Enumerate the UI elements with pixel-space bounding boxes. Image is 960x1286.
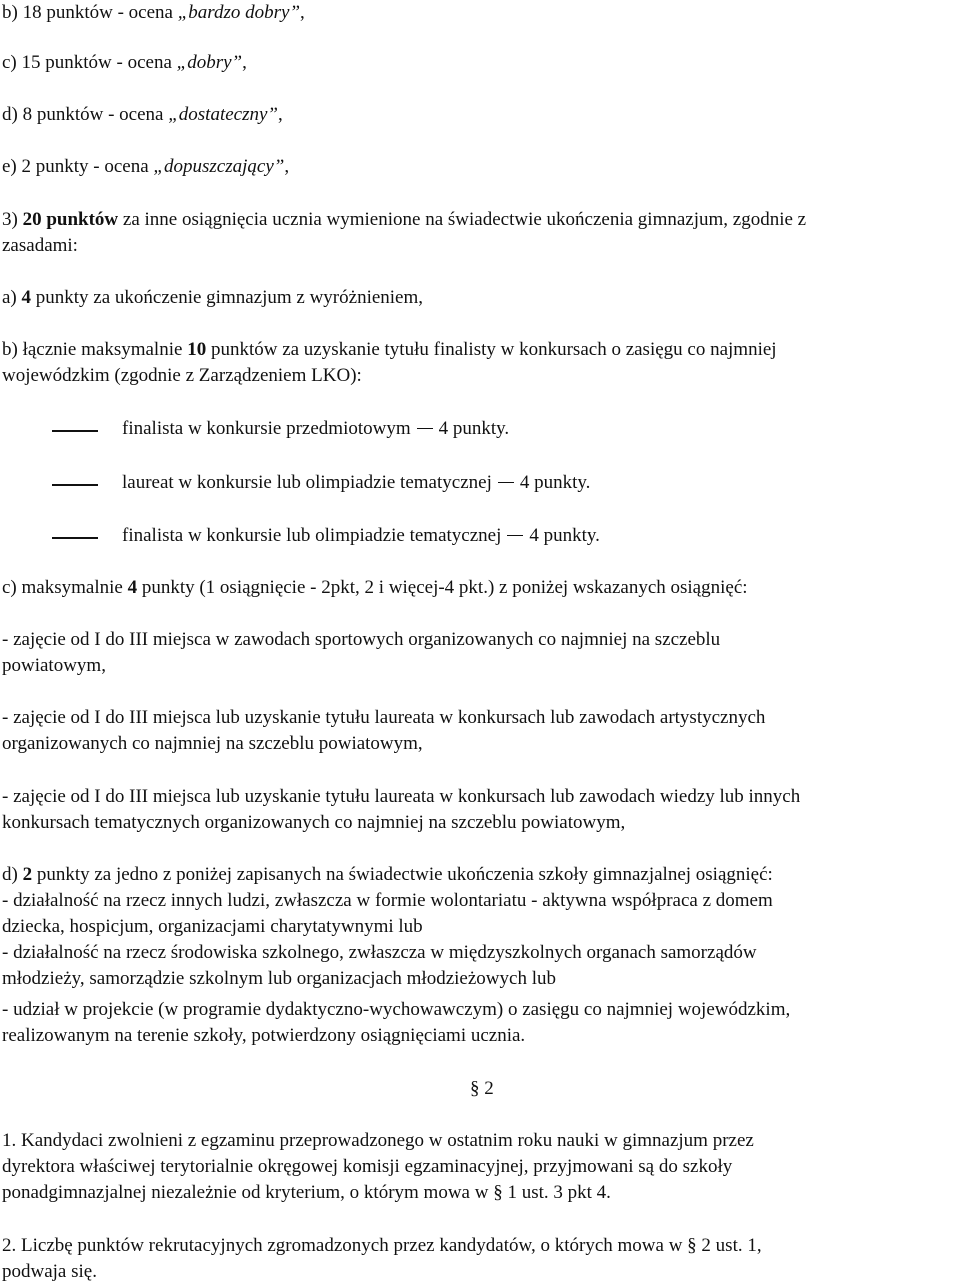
point-3-line-2: zasadami: [2, 235, 78, 256]
bullet-dash [52, 484, 98, 486]
bullet-item-3-points: 4 punkty. [529, 525, 600, 546]
bullet-dash [52, 537, 98, 539]
grade-line-e [2, 154, 289, 180]
section-2-para-2-line-2: podwaja się. [2, 1261, 97, 1282]
bullet-item-3 [122, 523, 600, 549]
point-3c-text: punkty (1 osiągnięcie - 2pkt, 2 i więcej-4 pkt.) z poniżej wskazanych osiągnięć: [137, 577, 748, 598]
bullet-item-2 [122, 470, 590, 496]
grade-line-b [2, 0, 305, 26]
grade-line-c-grade: „dobry” [176, 52, 243, 73]
grade-line-d [2, 102, 283, 128]
point-3b-prefix: b) łącznie maksymalnie [2, 339, 188, 360]
grade-line-e-text: e) 2 punkty - ocena [2, 156, 154, 177]
activity-2-line-1: - działalność na rzecz środowiska szkolnego, zwłaszcza w międzyszkolnych organach samorządów [2, 942, 757, 963]
point-3c-prefix: c) maksymalnie [2, 577, 128, 598]
grade-line-e-grade: „dopuszczający” [153, 156, 285, 177]
point-3a [2, 285, 423, 311]
point-3b-line-1 [2, 337, 777, 363]
bullet-dash [52, 430, 98, 432]
point-3-text: za inne osiągnięcia ucznia wymienione na świadectwie ukończenia gimnazjum, zgodnie z [118, 209, 807, 230]
grade-line-d-end: , [278, 104, 283, 125]
dash-separator [417, 428, 433, 429]
achievement-3-line-1: - zajęcie od I do III miejsca lub uzyskanie tytułu laureata w konkursach lub zawodach wiedzy lub innych [2, 786, 801, 807]
bullet-item-3-text: finalista w konkursie lub olimpiadzie tematycznej [122, 525, 502, 546]
grade-line-b-text: b) 18 punktów - ocena [2, 2, 178, 23]
section-2-para-1-line-2: dyrektora właściwej terytorialnie okręgowej komisji egzaminacyjnej, przyjmowani są do szkoły [2, 1156, 733, 1177]
point-3b-line-2: wojewódzkim (zgodnie z Zarządzeniem LKO): [2, 365, 362, 386]
bullet-item-1-points: 4 punkty. [438, 418, 510, 439]
achievement-2-line-1: - zajęcie od I do III miejsca lub uzyskanie tytułu laureata w konkursach lub zawodach artystycznych [2, 707, 766, 728]
bullet-item-2-text: laureat w konkursie lub olimpiadzie tematycznej [122, 472, 492, 493]
point-3b-text: punktów za uzyskanie tytułu finalisty w konkursach o zasięgu co najmniej [206, 339, 777, 360]
point-3b-points: 10 [187, 339, 207, 360]
point-3d-prefix: d) [2, 864, 23, 885]
point-3d-text: punkty za jedno z poniżej zapisanych na świadectwie ukończenia szkoły gimnazjalnej osiągnięć: [32, 864, 773, 885]
achievement-1-line-2: powiatowym, [2, 655, 106, 676]
point-3a-prefix: a) [2, 287, 22, 308]
grade-line-d-grade: „dostateczny” [168, 104, 278, 125]
point-3a-points: 4 [21, 287, 32, 308]
point-3-prefix: 3) [2, 209, 23, 230]
achievement-1-line-1: - zajęcie od I do III miejsca w zawodach sportowych organizowanych co najmniej na szczeblu [2, 629, 721, 650]
section-2-para-2-line-1: 2. Liczbę punktów rekrutacyjnych zgromadzonych przez kandydatów, o których mowa w § 2 ust. 1, [2, 1235, 762, 1256]
grade-line-d-text: d) 8 punktów - ocena [2, 104, 169, 125]
grade-line-b-end: , [300, 2, 305, 23]
section-2-para-1-line-1: 1. Kandydaci zwolnieni z egzaminu przeprowadzonego w ostatnim roku nauki w gimnazjum przez [2, 1130, 754, 1151]
point-3d-points: 2 [22, 864, 33, 885]
point-3a-text: punkty za ukończenie gimnazjum z wyróżnieniem, [31, 287, 424, 308]
section-2-para-1-line-3: ponadgimnazjalnej niezależnie od kryterium, o którym mowa w § 1 ust. 3 pkt 4. [2, 1182, 611, 1203]
bullet-item-1 [122, 416, 509, 442]
activity-2-line-2: młodzieży, samorządzie szkolnym lub organizacjach młodzieżowych lub [2, 968, 556, 989]
achievement-2-line-2: organizowanych co najmniej na szczeblu powiatowym, [2, 733, 423, 754]
dash-separator [498, 482, 514, 483]
achievement-3-line-2: konkursach tematycznych organizowanych co najmniej na szczeblu powiatowym, [2, 812, 626, 833]
section-heading: § 2 [470, 1078, 494, 1099]
point-3-points: 20 punktów [22, 209, 119, 230]
grade-line-c-text: c) 15 punktów - ocena [2, 52, 177, 73]
grade-line-e-end: , [284, 156, 290, 177]
bullet-item-2-points: 4 punkty. [519, 472, 591, 493]
activity-3-line-2: realizowanym na terenie szkoły, potwierdzony osiągnięciami ucznia. [2, 1025, 526, 1046]
grade-line-c [2, 50, 247, 76]
activity-3-line-1: - udział w projekcie (w programie dydaktyczno-wychowawczym) o zasięgu co najmniej wojewódzkim, [2, 999, 791, 1020]
bullet-item-1-text: finalista w konkursie przedmiotowym [122, 418, 411, 439]
point-3d [2, 862, 773, 888]
point-3-line-1 [2, 207, 806, 233]
point-3c-points: 4 [127, 577, 138, 598]
grade-line-b-grade: „bardzo dobry” [177, 2, 301, 23]
activity-1-line-2: dziecka, hospicjum, organizacjami charytatywnymi lub [2, 916, 423, 937]
dash-separator [507, 535, 523, 536]
activity-1-line-1: - działalność na rzecz innych ludzi, zwłaszcza w formie wolontariatu - aktywna współpraca z domem [2, 890, 773, 911]
point-3c [2, 575, 748, 601]
grade-line-c-end: , [242, 52, 247, 73]
